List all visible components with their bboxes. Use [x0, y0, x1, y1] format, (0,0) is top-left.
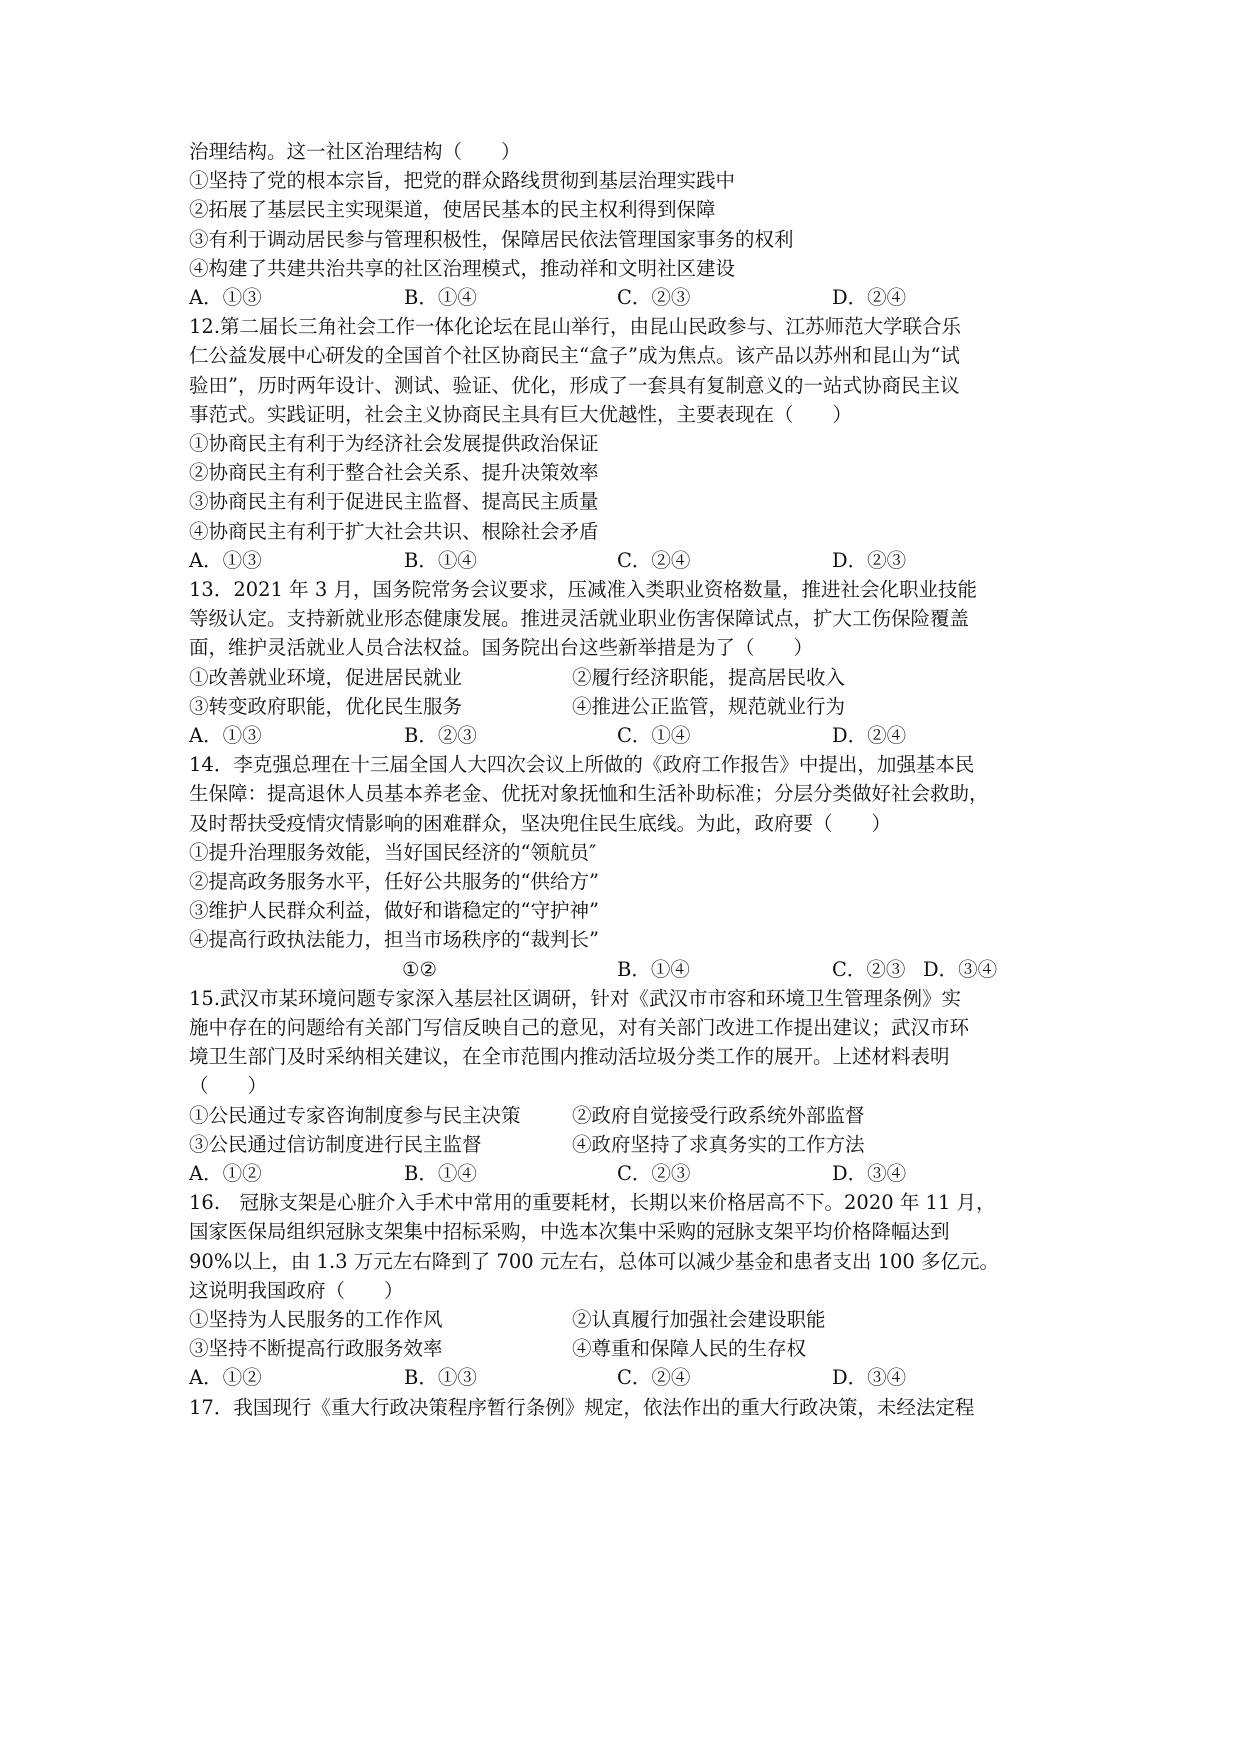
text-line: 90%以上，由 1.3 万元左右降到了 700 元左右，总体可以减少基金和患者支出 100 多亿元。	[189, 1249, 999, 1273]
answer-options-row	[189, 720, 1089, 752]
answer-options-row	[189, 545, 1089, 577]
answer-option: C．②④	[617, 1366, 691, 1390]
text-line: 13．2021 年 3 月，国务院常务会议要求，压减准入类职业资格数量，推进社会化职业技能	[189, 578, 977, 601]
text-line: ④构建了共建共治共享的社区治理模式，推动祥和文明社区建设	[189, 256, 736, 280]
statement-item: ②认真履行加强社会建设职能	[572, 1308, 826, 1331]
statement-pair-row	[189, 1129, 1089, 1161]
answer-options-row	[189, 1158, 1089, 1190]
statement-item: ③公民通过信访制度进行民主监督	[189, 1132, 482, 1156]
text-line: 16. 冠脉支架是心脏介入手术中常用的重要耗材，长期以来价格居高不下。2020 年 11 月，	[189, 1191, 996, 1215]
answer-options-row	[189, 954, 1089, 986]
text-line: ③有利于调动居民参与管理积极性，保障居民依法管理国家事务的权利	[189, 227, 794, 251]
text-line: 生保障：提高退休人员基本养老金、优抚对象抚恤和生活补助标准；分层分类做好社会救助，	[189, 782, 989, 806]
answer-options-row	[189, 1362, 1089, 1394]
answer-option: ①②	[402, 957, 437, 981]
answer-option: D．②③	[832, 548, 907, 572]
text-line: 验田”，历时两年设计、测试、验证、优化，形成了一套具有复制意义的一站式协商民主议	[189, 373, 960, 397]
answer-option: B．②③	[404, 724, 477, 747]
statement-item: ②履行经济职能，提高居民收入	[572, 665, 846, 689]
answer-option: A．①③	[189, 724, 262, 747]
text-line: ③维护人民群众利益，做好和谐稳定的“守护神”	[189, 899, 599, 923]
answer-option: D．③④	[832, 1162, 907, 1185]
answer-option: C．②③	[832, 957, 906, 981]
text-line: ②提高政务服务水平，任好公共服务的“供给方”	[189, 870, 599, 893]
text-line: ①提升治理服务效能，当好国民经济的“领航员″	[189, 840, 597, 864]
text-line: 等级认定。支持新就业形态健康发展。推进灵活就业职业伤害保障试点，扩大工伤保险覆盖	[189, 607, 970, 631]
answer-options-row	[189, 282, 1089, 314]
text-line: 施中存在的问题给有关部门写信反映自己的意见，对有关部门改进工作提出建议；武汉市环	[189, 1016, 970, 1039]
text-line: ②拓展了基层民主实现渠道，使居民基本的民主权利得到保障	[189, 198, 716, 222]
statement-item: ②政府自觉接受行政系统外部监督	[572, 1103, 865, 1127]
statement-item: ③转变政府职能，优化民生服务	[189, 694, 463, 718]
statement-item: ③坚持不断提高行政服务效率	[189, 1337, 443, 1361]
answer-option: B．①④	[404, 1162, 477, 1185]
answer-option: D．②④	[832, 724, 907, 747]
answer-option: A．①③	[189, 548, 262, 572]
text-line: ④协商民主有利于扩大社会共识、根除社会矛盾	[189, 519, 599, 543]
text-line: ③协商民主有利于促进民主监督、提高民主质量	[189, 490, 599, 514]
text-line: ④提高行政执法能力，担当市场秩序的“裁判长”	[189, 928, 599, 952]
answer-option: D．③④	[923, 957, 998, 981]
text-line: （ ）	[189, 1074, 268, 1098]
statement-item: ①改善就业环境，促进居民就业	[189, 665, 463, 689]
answer-option: B．①④	[617, 957, 690, 981]
answer-option: D．②④	[832, 286, 907, 309]
answer-option: B．①④	[404, 548, 477, 572]
statement-pair-row	[189, 662, 1089, 694]
statement-pair-row	[189, 1100, 1089, 1132]
text-line: 12.第二届长三角社会工作一体化论坛在昆山举行，由昆山民政参与、江苏师范大学联合乐	[189, 315, 962, 339]
statement-item: ④尊重和保障人民的生存权	[572, 1337, 807, 1361]
text-line: 这说明我国政府（ ）	[189, 1278, 404, 1302]
text-line: 治理结构。这一社区治理结构（ ）	[189, 140, 521, 163]
statement-pair-row	[189, 1333, 1089, 1365]
text-line: ①坚持了党的根本宗旨，把党的群众路线贯彻到基层治理实践中	[189, 169, 736, 193]
text-line: 事范式。实践证明，社会主义协商民主具有巨大优越性，主要表现在（ ）	[189, 402, 853, 426]
answer-option: C．②③	[617, 1162, 691, 1185]
text-line: 国家医保局组织冠脉支架集中招标采购，中选本次集中采购的冠脉支架平均价格降幅达到	[189, 1220, 950, 1244]
statement-item: ①公民通过专家咨询制度参与民主决策	[189, 1103, 521, 1127]
text-line: 境卫生部门及时采纳相关建议，在全市范围内推动活垃圾分类工作的展开。上述材料表明	[189, 1045, 950, 1069]
answer-option: A．①②	[189, 1366, 262, 1390]
text-line: 15.武汉市某环境问题专家深入基层社区调研，针对《武汉市市容和环境卫生管理条例》实	[189, 986, 962, 1010]
answer-option: C．①④	[617, 724, 691, 747]
answer-option: B．①③	[404, 1366, 477, 1390]
answer-option: A．①②	[189, 1162, 262, 1185]
statement-item: ①坚持为人民服务的工作作风	[189, 1308, 443, 1331]
statement-item: ④推进公正监管，规范就业行为	[572, 694, 846, 718]
answer-option: B．①④	[404, 286, 477, 309]
answer-option: D．③④	[832, 1366, 907, 1390]
text-line: 17．我国现行《重大行政决策程序暂行条例》规定，依法作出的重大行政决策，未经法定程	[189, 1395, 975, 1419]
statement-item: ④政府坚持了求真务实的工作方法	[572, 1132, 865, 1156]
text-line: 仁公益发展中心研发的全国首个社区协商民主“盒子”成为焦点。该产品以苏州和昆山为“试	[189, 344, 960, 368]
text-line: 14．李克强总理在十三届全国人大四次会议上所做的《政府工作报告》中提出，加强基本民	[189, 753, 975, 777]
text-line: 及时帮扶受疫情灾情影响的困难群众，坚决兜住民生底线。为此，政府要（ ）	[189, 811, 892, 835]
text-line: ②协商民主有利于整合社会关系、提升决策效率	[189, 461, 599, 485]
statement-pair-row	[189, 1304, 1089, 1336]
answer-option: A．①③	[189, 286, 262, 309]
statement-pair-row	[189, 691, 1089, 723]
text-line: 面，维护灵活就业人员合法权益。国务院出台这些新举措是为了（ ）	[189, 636, 814, 660]
text-line: ①协商民主有利于为经济社会发展提供政治保证	[189, 432, 599, 455]
answer-option: C．②④	[617, 548, 691, 572]
answer-option: C．②③	[617, 286, 691, 309]
